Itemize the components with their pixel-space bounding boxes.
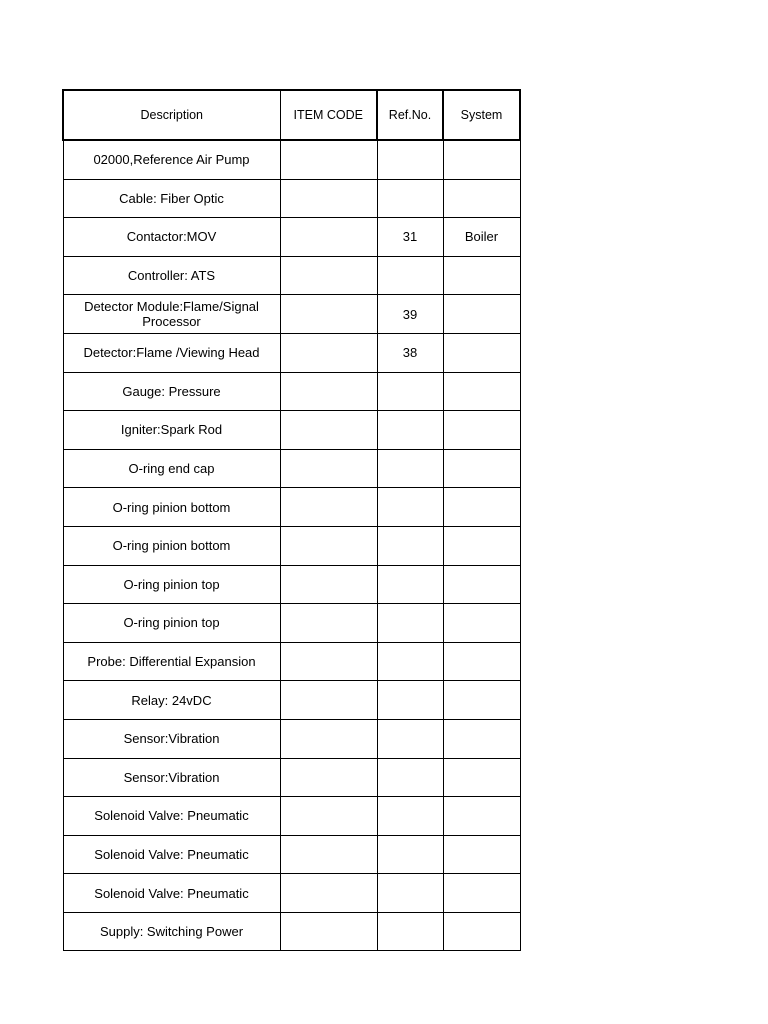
cell-ref-no [377, 604, 443, 643]
cell-description: O-ring pinion top [63, 604, 280, 643]
cell-ref-no [377, 449, 443, 488]
table-row [63, 526, 520, 565]
cell-system [443, 874, 520, 913]
cell-item-code [280, 565, 377, 604]
cell-ref-no [377, 372, 443, 411]
table-row [63, 912, 520, 951]
table-header [63, 90, 520, 140]
cell-ref-no [377, 642, 443, 681]
header-item-code: ITEM CODE [280, 90, 377, 140]
cell-description: Sensor:Vibration [63, 758, 280, 797]
cell-item-code [280, 411, 377, 450]
cell-description: O-ring pinion bottom [63, 526, 280, 565]
cell-system [443, 758, 520, 797]
cell-item-code [280, 835, 377, 874]
table-row [63, 797, 520, 836]
cell-item-code [280, 604, 377, 643]
cell-ref-no [377, 140, 443, 179]
cell-ref-no [377, 719, 443, 758]
cell-item-code [280, 526, 377, 565]
cell-description: O-ring end cap [63, 449, 280, 488]
cell-ref-no: 39 [377, 295, 443, 334]
cell-system [443, 642, 520, 681]
cell-description: O-ring pinion bottom [63, 488, 280, 527]
cell-system [443, 256, 520, 295]
cell-ref-no [377, 411, 443, 450]
cell-ref-no [377, 912, 443, 951]
cell-item-code [280, 179, 377, 218]
table-row [63, 411, 520, 450]
cell-ref-no [377, 565, 443, 604]
cell-item-code [280, 719, 377, 758]
cell-ref-no [377, 179, 443, 218]
cell-description: Supply: Switching Power [63, 912, 280, 951]
cell-description: Sensor:Vibration [63, 719, 280, 758]
table-row [63, 874, 520, 913]
cell-ref-no [377, 256, 443, 295]
cell-item-code [280, 912, 377, 951]
parts-table [62, 89, 521, 951]
table-row [63, 295, 520, 334]
cell-item-code [280, 449, 377, 488]
cell-item-code [280, 333, 377, 372]
cell-description: Controller: ATS [63, 256, 280, 295]
cell-description: Solenoid Valve: Pneumatic [63, 874, 280, 913]
cell-system [443, 140, 520, 179]
cell-item-code [280, 797, 377, 836]
cell-system [443, 835, 520, 874]
cell-ref-no [377, 526, 443, 565]
cell-ref-no [377, 797, 443, 836]
cell-item-code [280, 218, 377, 257]
table-row [63, 372, 520, 411]
cell-description: Cable: Fiber Optic [63, 179, 280, 218]
cell-system [443, 372, 520, 411]
cell-description: Detector:Flame /Viewing Head [63, 333, 280, 372]
cell-system [443, 912, 520, 951]
cell-system [443, 565, 520, 604]
table-row [63, 449, 520, 488]
table-row [63, 565, 520, 604]
table-row [63, 719, 520, 758]
cell-ref-no [377, 874, 443, 913]
cell-system [443, 797, 520, 836]
cell-ref-no [377, 758, 443, 797]
cell-ref-no: 31 [377, 218, 443, 257]
cell-item-code [280, 295, 377, 334]
header-description: Description [63, 90, 280, 140]
cell-system [443, 719, 520, 758]
table-row [63, 488, 520, 527]
cell-description: O-ring pinion top [63, 565, 280, 604]
cell-item-code [280, 488, 377, 527]
table-row [63, 758, 520, 797]
cell-system [443, 526, 520, 565]
cell-system [443, 488, 520, 527]
header-ref-no: Ref.No. [377, 90, 443, 140]
table-row [63, 681, 520, 720]
cell-description: Probe: Differential Expansion [63, 642, 280, 681]
cell-description: Relay: 24vDC [63, 681, 280, 720]
cell-ref-no [377, 488, 443, 527]
table-body [63, 140, 520, 951]
header-row [63, 90, 520, 140]
cell-ref-no [377, 835, 443, 874]
cell-system [443, 449, 520, 488]
cell-item-code [280, 874, 377, 913]
table-row [63, 604, 520, 643]
cell-description: Contactor:MOV [63, 218, 280, 257]
cell-system [443, 411, 520, 450]
cell-description: Igniter:Spark Rod [63, 411, 280, 450]
table-row [63, 256, 520, 295]
cell-system [443, 295, 520, 334]
table-row [63, 835, 520, 874]
table-row [63, 140, 520, 179]
cell-description: Solenoid Valve: Pneumatic [63, 797, 280, 836]
cell-ref-no: 38 [377, 333, 443, 372]
cell-ref-no [377, 681, 443, 720]
cell-item-code [280, 256, 377, 295]
cell-item-code [280, 372, 377, 411]
cell-system [443, 681, 520, 720]
cell-system [443, 604, 520, 643]
cell-system [443, 179, 520, 218]
cell-description: 02000,Reference Air Pump [63, 140, 280, 179]
header-system: System [443, 90, 520, 140]
table-row [63, 218, 520, 257]
cell-item-code [280, 758, 377, 797]
cell-item-code [280, 140, 377, 179]
table-row [63, 333, 520, 372]
cell-description: Detector Module:Flame/Signal Processor [63, 295, 280, 334]
cell-system [443, 333, 520, 372]
cell-item-code [280, 642, 377, 681]
table-row [63, 642, 520, 681]
cell-system: Boiler [443, 218, 520, 257]
cell-description: Solenoid Valve: Pneumatic [63, 835, 280, 874]
cell-description: Gauge: Pressure [63, 372, 280, 411]
table-row [63, 179, 520, 218]
cell-item-code [280, 681, 377, 720]
